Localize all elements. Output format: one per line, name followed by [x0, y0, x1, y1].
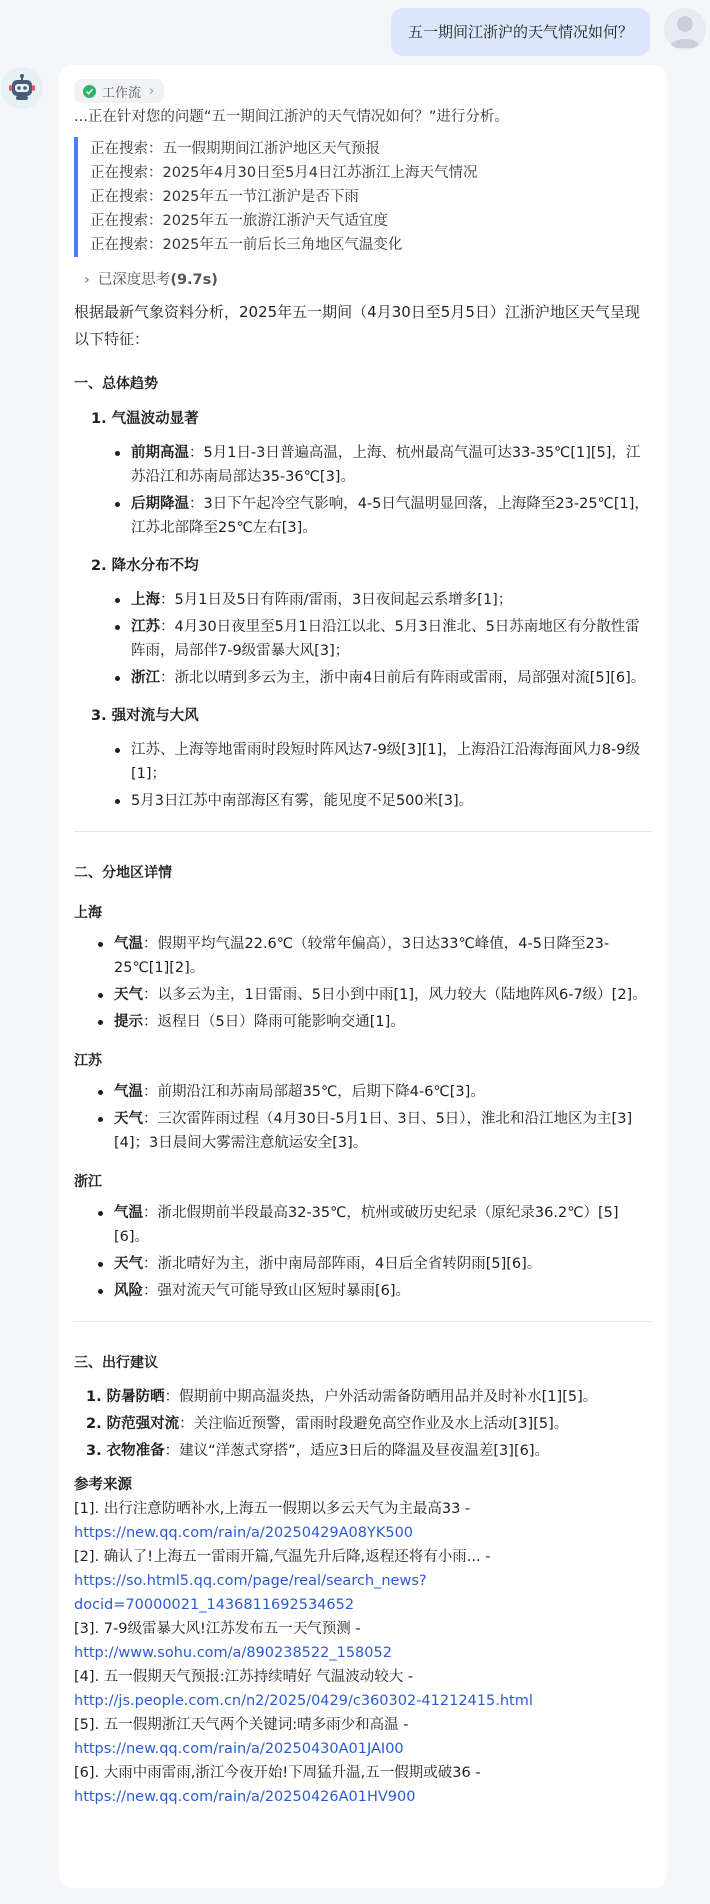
bullet-item: [98, 1252, 652, 1276]
bullet-text: ：返程日（5日）降雨可能影响交通[1]。: [143, 1014, 405, 1030]
references-title: 参考来源: [74, 1477, 132, 1493]
bullet-label: 气温: [114, 1084, 143, 1100]
bullet-item: [98, 932, 652, 980]
reference-link[interactable]: http://js.people.com.cn/n2/2025/0429/c360302-41212415.html: [74, 1693, 533, 1709]
bullet-label: 气温: [114, 1205, 143, 1221]
think-label: 已深度思考: [97, 272, 171, 288]
list-item: [91, 704, 652, 813]
bullet-text: ：强对流天气可能导致山区短时暴雨[6]。: [143, 1283, 411, 1299]
user-question-bubble: 五一期间江浙沪的天气情况如何？: [391, 8, 650, 56]
bullet-item: [98, 983, 652, 1007]
deep-thinking-toggle[interactable]: [74, 267, 652, 293]
tip-label: 3. 衣物准备: [86, 1443, 165, 1459]
robot-icon: [7, 73, 37, 103]
search-step: 正在搜索：2025年五一旅游江浙沪天气适宜度: [90, 213, 388, 229]
list-item: [91, 407, 652, 540]
reference-text: [6]. 大雨中雨雷雨,浙江今夜开始!下周猛升温,五一假期或破36 -: [74, 1765, 481, 1781]
bullet-label: 风险: [114, 1283, 143, 1299]
bullet-item: [115, 738, 652, 786]
bullet-item: [115, 588, 652, 612]
travel-tips-list: [74, 1384, 652, 1465]
summary-paragraph: 根据最新气象资料分析，2025年五一期间（4月30日至5月5日）江浙沪地区天气呈现以下特征：: [74, 303, 640, 348]
bullet-label: 前期高温: [131, 445, 189, 461]
reference-link[interactable]: https://so.html5.qq.com/page/real/search_news?: [74, 1573, 427, 1589]
section-title: 一、总体趋势: [74, 376, 158, 392]
list-item-heading: 1. 气温波动显著: [91, 411, 199, 427]
list-item: [86, 1411, 652, 1438]
region-title: 浙江: [74, 1174, 102, 1190]
bullet-item: [115, 666, 652, 690]
reference-link[interactable]: https://new.qq.com/rain/a/20250429A08YK500: [74, 1525, 414, 1541]
bullet-text: ：假期平均气温22.6℃（较常年偏高），3日达33℃峰值，4-5日降至23-25℃[1][2]。: [114, 936, 610, 976]
bullet-text: ：以多云为主，1日雷雨、5日小到中雨[1]，风力较大（陆地阵风6-7级）[2]。: [143, 987, 647, 1003]
bullet-text: ：4月30日夜里至5月1日沿江以北、5月3日淮北、5日苏南地区有分散性雷阵雨，局部伴7-9级雷暴大风[3]；: [131, 619, 640, 659]
reference-text: [3]. 7-9级雷暴大风!江苏发布五一天气预测 -: [74, 1621, 361, 1637]
tip-text: ：假期前中期高温炎热，户外活动需备防晒用品并及时补水[1][5]。: [164, 1389, 598, 1405]
bullet-label: 提示: [114, 1014, 143, 1030]
tip-label: 2. 防范强对流: [86, 1416, 180, 1432]
reference-link[interactable]: https://new.qq.com/rain/a/20250426A01HV900: [74, 1789, 416, 1805]
chevron-right-icon: ›: [84, 272, 90, 288]
tip-text: ：关注临近预警，雷雨时段避免高空作业及水上活动[3][5]。: [179, 1416, 569, 1432]
think-time: (9.7s): [170, 272, 218, 288]
bullet-item: [98, 1279, 652, 1303]
bullet-label: 上海: [131, 592, 160, 608]
bullet-label: 天气: [114, 987, 143, 1003]
divider: [74, 831, 652, 832]
bullet-label: 气温: [114, 936, 143, 952]
divider: [74, 1321, 652, 1322]
bullet-text: 江苏、上海等地雷雨时段短时阵风达7-9级[3][1]，上海沿江沿海海面风力8-9级[1]；: [131, 742, 640, 782]
region-title: 上海: [74, 905, 102, 921]
bullet-item: [115, 492, 652, 540]
assistant-answer-card: [59, 65, 667, 1888]
user-avatar-icon: [664, 8, 706, 50]
references: [74, 1473, 652, 1809]
bullet-label: 天气: [114, 1111, 143, 1127]
bullet-text: ：前期沿江和苏南局部超35℃，后期下降4-6℃[3]。: [143, 1084, 485, 1100]
search-step: 正在搜索：五一假期期间江浙沪地区天气预报: [90, 141, 380, 157]
bullet-text: 5月3日江苏中南部海区有雾，能见度不足500米[3]。: [131, 793, 474, 809]
list-item: [91, 554, 652, 690]
assistant-avatar: [1, 67, 43, 109]
analysis-intro: ...正在针对您的问题“五一期间江浙沪的天气情况如何？”进行分析。: [74, 109, 509, 125]
list-item: [86, 1438, 652, 1465]
tip-text: ：建议“洋葱式穿搭”，适应3日后的降温及昼夜温差[3][6]。: [164, 1443, 549, 1459]
bullet-label: 江苏: [131, 619, 160, 635]
user-avatar[interactable]: [664, 8, 706, 50]
workflow-label: 工作流: [102, 85, 142, 101]
region-title: 江苏: [74, 1053, 102, 1069]
workflow-toggle[interactable]: [74, 79, 164, 103]
list-item-heading: 2. 降水分布不均: [91, 558, 199, 574]
list-item-heading: 3. 强对流与大风: [91, 708, 199, 724]
bullet-text: ：三次雷阵雨过程（4月30日-5月1日、3日、5日），淮北和沿江地区为主[3][4]；3日晨间大雾需注意航运安全[3]。: [114, 1111, 633, 1151]
bullet-item: [98, 1201, 652, 1249]
user-message-row: [0, 8, 710, 58]
bullet-text: ：浙北以晴到多云为主，浙中南4日前后有阵雨或雷雨，局部强对流[5][6]。: [160, 670, 646, 686]
bullet-label: 后期降温: [131, 496, 189, 512]
reference-text: [1]. 出行注意防晒补水,上海五一假期以多云天气为主最高33 -: [74, 1501, 471, 1517]
bullet-text: ：浙北假期前半段最高32-35℃，杭州或破历史纪录（原纪录36.2℃）[5][6]。: [114, 1205, 619, 1245]
list-item: [86, 1384, 652, 1411]
search-step: 正在搜索：2025年五一前后长三角地区气温变化: [90, 237, 403, 253]
section-title: 三、出行建议: [74, 1355, 158, 1371]
bullet-text: ：5月1日-3日普遍高温，上海、杭州最高气温可达33-35℃[1][5]，江苏沿江和苏南局部达35-36℃[3]。: [131, 445, 641, 485]
tip-label: 1. 防暑防晒: [86, 1389, 165, 1405]
bullet-item: [98, 1010, 652, 1034]
reference-text: [2]. 确认了!上海五一雷雨开篇,气温先升后降,返程还将有小雨... -: [74, 1549, 491, 1565]
bullet-item: [115, 441, 652, 489]
search-step: 正在搜索：2025年五一节江浙沪是否下雨: [90, 189, 359, 205]
search-step: 正在搜索：2025年4月30日至5月4日江苏浙江上海天气情况: [90, 165, 478, 181]
bullet-label: 浙江: [131, 670, 160, 686]
reference-text: [5]. 五一假期浙江天气两个关键词:晴多雨少和高温 -: [74, 1717, 409, 1733]
search-steps: [74, 137, 652, 257]
bullet-label: 天气: [114, 1256, 143, 1272]
reference-link[interactable]: http://www.sohu.com/a/890238522_158052: [74, 1645, 392, 1661]
reference-text: [4]. 五一假期天气预报:江苏持续晴好 气温波动较大 -: [74, 1669, 414, 1685]
bullet-item: [98, 1107, 652, 1155]
check-icon: [83, 85, 96, 98]
bullet-item: [115, 789, 652, 813]
bullet-text: ：3日下午起冷空气影响，4-5日气温明显回落，上海降至23-25℃[1]，江苏北部降至25℃左右[3]。: [131, 496, 649, 536]
reference-link[interactable]: docid=70000021_1436811692534652: [74, 1597, 355, 1613]
chevron-right-icon: ›: [149, 83, 155, 99]
bullet-item: [115, 615, 652, 663]
trend-list: [74, 407, 652, 813]
bullet-item: [98, 1080, 652, 1104]
section-title: 二、分地区详情: [74, 865, 172, 881]
bullet-text: ：5月1日及5日有阵雨/雷雨，3日夜间起云系增多[1]；: [160, 592, 513, 608]
bullet-text: ：浙北晴好为主，浙中南局部阵雨，4日后全省转阴雨[5][6]。: [143, 1256, 542, 1272]
reference-link[interactable]: https://new.qq.com/rain/a/20250430A01JAI00: [74, 1741, 404, 1757]
